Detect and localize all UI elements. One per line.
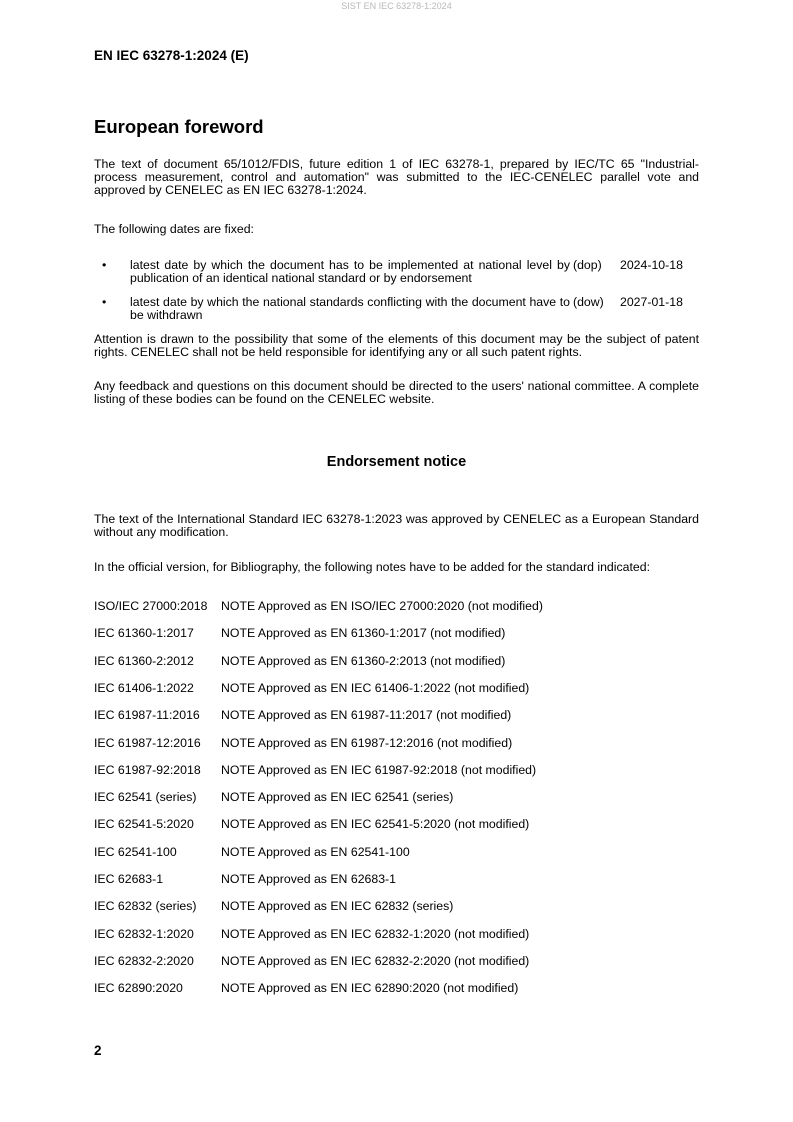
note-reference: IEC 61406-1:2022 (94, 680, 194, 695)
note-text: NOTE Approved as EN IEC 61987-92:2018 (not modified) (221, 762, 537, 777)
bullet-mark: • (102, 295, 107, 309)
bullet-mark: • (102, 258, 107, 272)
dates-intro: The following dates are fixed: (94, 222, 254, 236)
feedback-notice: Any feedback and questions on this document should be directed to the users' national committee. A complete listing of these bodies can be found on the CENELEC website. (94, 379, 699, 407)
document-id: EN IEC 63278-1:2024 (E) (94, 48, 249, 63)
note-text: NOTE Approved as EN IEC 62890:2020 (not modified) (221, 981, 519, 996)
note-text: NOTE Approved as EN 62683-1 (221, 872, 396, 886)
endorsement-text: The text of the International Standard IEC 63278-1:2023 was approved by CENELEC as a European Standard without any modification. (94, 512, 699, 540)
note-reference: IEC 62890:2020 (94, 981, 183, 996)
note-text: NOTE Approved as EN ISO/IEC 27000:2020 (not modified) (221, 599, 543, 613)
note-text: NOTE Approved as EN 62541-100 (221, 844, 410, 859)
date-text: latest date by which the document has to be implemented at national level by publication of an identical national standard or by endorsement (130, 258, 570, 285)
note-text: NOTE Approved as EN IEC 62541-5:2020 (not modified) (221, 817, 530, 832)
date-value: 2024-10-18 (620, 258, 683, 272)
patent-notice: Attention is drawn to the possibility that some of the elements of this document may be the subject of patent rights. CENELEC shall not be held responsible for identifying any or all such patent rights. (94, 332, 699, 360)
note-text: NOTE Approved as EN IEC 62541 (series) (221, 790, 454, 805)
watermark: SIST EN IEC 63278-1:2024 (341, 1, 452, 11)
date-text: latest date by which the national standards conflicting with the document have to be withdrawn (130, 295, 570, 322)
note-reference: IEC 62832-2:2020 (94, 953, 194, 968)
note-text: NOTE Approved as EN IEC 62832-2:2020 (not modified) (221, 953, 530, 968)
note-text: NOTE Approved as EN IEC 62832-1:2020 (not modified) (221, 926, 530, 941)
foreword-title: European foreword (94, 116, 264, 137)
date-code: (dop) (573, 258, 602, 272)
note-reference: IEC 61360-2:2012 (94, 653, 194, 668)
note-text: NOTE Approved as EN 61987-11:2017 (not modified) (221, 708, 512, 723)
note-text: NOTE Approved as EN 61360-2:2013 (not modified) (221, 653, 506, 668)
note-reference: IEC 61987-12:2016 (94, 735, 201, 750)
note-reference: IEC 62541 (series) (94, 790, 197, 805)
note-reference: IEC 62832-1:2020 (94, 926, 194, 941)
note-reference: IEC 62541-100 (94, 844, 177, 859)
note-reference: IEC 61987-11:2016 (94, 708, 200, 723)
bibliography-intro: In the official version, for Bibliography, the following notes have to be added for the standard indicated: (94, 560, 650, 574)
date-code: (dow) (573, 295, 604, 309)
note-reference: IEC 61360-1:2017 (94, 626, 194, 641)
note-reference: IEC 62541-5:2020 (94, 817, 194, 832)
note-reference: IEC 61987-92:2018 (94, 762, 201, 777)
endorsement-title: Endorsement notice (326, 454, 467, 470)
note-text: NOTE Approved as EN 61987-12:2016 (not modified) (221, 735, 513, 750)
note-text: NOTE Approved as EN IEC 61406-1:2022 (not modified) (221, 680, 530, 695)
page-number: 2 (94, 1043, 102, 1058)
note-reference: IEC 62683-1 (94, 872, 164, 886)
foreword-intro: The text of document 65/1012/FDIS, future edition 1 of IEC 63278-1, prepared by IEC/TC 65 "Industrial-process measurement, control and automation" was submitted to the IEC-CENELEC parallel vote and approved by CENELEC as EN IEC 63278-1:2024. (94, 157, 699, 198)
note-text: NOTE Approved as EN IEC 62832 (series) (221, 899, 454, 914)
note-text: NOTE Approved as EN 61360-1:2017 (not modified) (221, 626, 506, 641)
note-reference: IEC 62832 (series) (94, 899, 197, 914)
date-value: 2027-01-18 (620, 295, 683, 309)
note-reference: ISO/IEC 27000:2018 (94, 599, 208, 613)
